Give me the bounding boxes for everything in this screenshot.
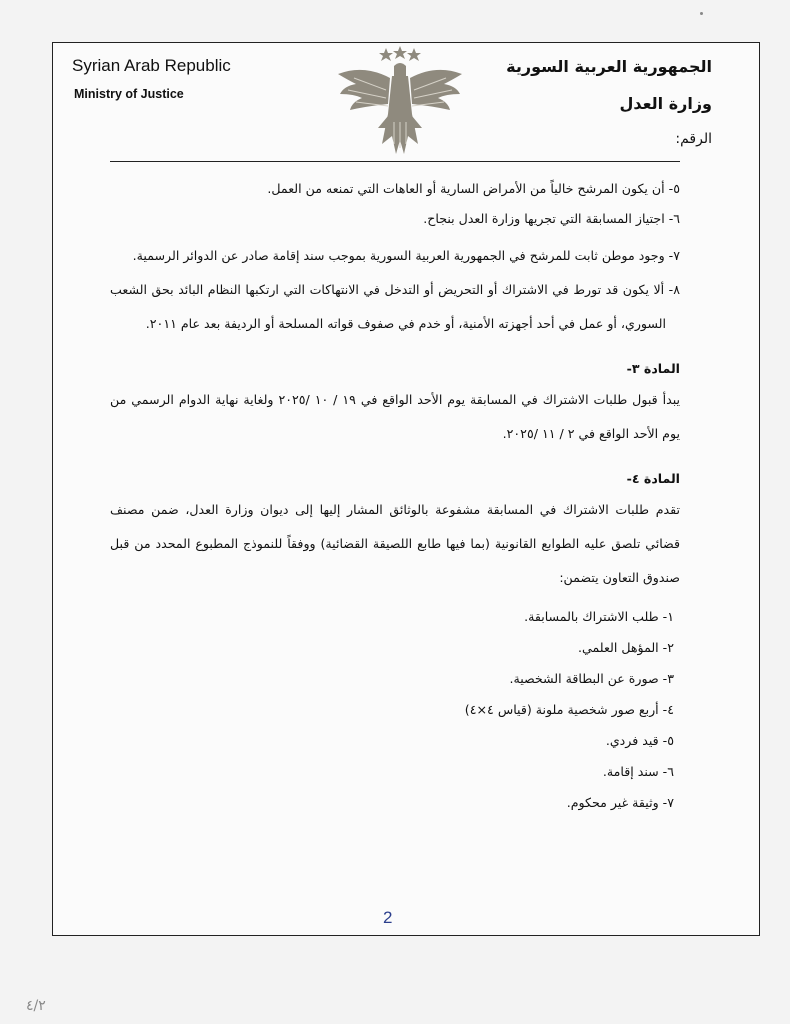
scan-speck [700, 12, 703, 15]
header-ar-title: الجمهورية العربية السورية [506, 57, 712, 76]
header-en-subtitle: Ministry of Justice [74, 87, 184, 101]
document-list-item: ٣- صورة عن البطاقة الشخصية. [509, 671, 674, 686]
document-list-item: ٧- وثيقة غير محكوم. [566, 795, 674, 810]
article-4-heading: المادة ٤- [626, 471, 680, 486]
document-list-item: ٥- قيد فردي. [605, 733, 674, 748]
condition-item-5: ٥- أن يكون المرشح خالياً من الأمراض السارية أو العاهات التي تمنعه من العمل. [267, 181, 680, 196]
document-list-item: ٤- أربع صور شخصية ملونة (قياس ٤×٤) [464, 702, 674, 717]
article-4-text: تقدم طلبات الاشتراك في المسابقة مشفوعة بالوثائق المشار إليها إلى ديوان وزارة العدل، ضمن مصنف قضائي تلصق عليه الطوابع القانونية (بما فيها طابع اللصيقة القضائية) ووفقاً للنموذج المطبوع المحدد من قبل صندوق التعاون يتضمن: [110, 502, 680, 585]
document-body [110, 170, 680, 812]
document-list-item: ٦- سند إقامة. [602, 764, 674, 779]
page-number: 2 [383, 908, 393, 927]
page-counter: ٤/٢ [26, 998, 46, 1014]
document-list-item: ١- طلب الاشتراك بالمسابقة. [524, 609, 674, 624]
condition-item-8: ٨- ألا يكون قد تورط في الاشتراك أو التحريض أو التدخل في الانتهاكات التي ارتكبها النظام البائد بحق الشعب السوري، أو عمل في أحد أجهزته الأمنية، أو خدم في صفوف قواته المسلحة أو الرديفة بعد عام ٢٠١١. [110, 282, 680, 331]
header-divider [110, 161, 680, 162]
eagle-emblem-icon [334, 44, 466, 162]
document-list-item: ٢- المؤهل العلمي. [578, 640, 674, 655]
condition-item-6: ٦- اجتياز المسابقة التي تجريها وزارة العدل بنجاح. [423, 211, 680, 226]
header-en-title: Syrian Arab Republic [72, 56, 231, 75]
header-ar-subtitle: وزارة العدل [619, 94, 712, 113]
reference-label: الرقم: [675, 131, 712, 147]
article-3-heading: المادة ٣- [626, 361, 680, 376]
article-3-text: يبدأ قبول طلبات الاشتراك في المسابقة يوم الأحد الواقع في ١٩ / ١٠ /٢٠٢٥ ولغاية نهاية الدوام الرسمي من يوم الأحد الواقع في ٢ / ١١ /٢٠٢٥. [110, 392, 681, 441]
condition-item-7: ٧- وجود موطن ثابت للمرشح في الجمهورية العربية السورية بموجب سند إقامة صادر عن الدوائر الرسمية. [132, 248, 680, 263]
